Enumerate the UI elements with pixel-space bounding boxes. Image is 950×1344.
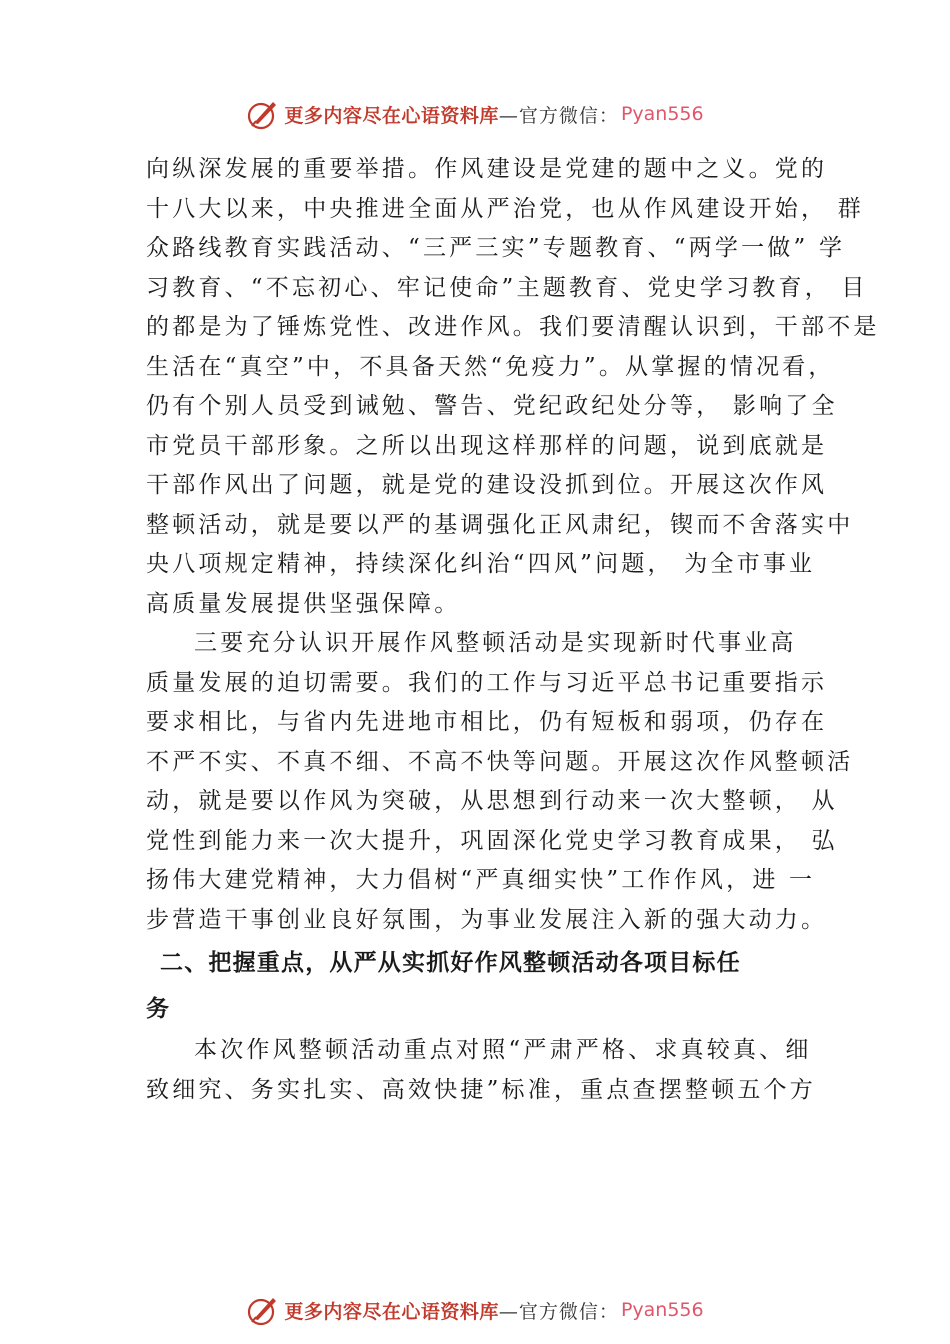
paragraph-2	[146, 624, 854, 940]
text-line: 市党员干部形象。之所以出现这样那样的问题，说到底就是	[146, 432, 828, 459]
text-line: 不严不实、不真不细、不高不快等问题。开展这次作风整顿活	[146, 748, 854, 775]
banner-subtitle: —官方微信：	[498, 1300, 619, 1323]
quill-logo-icon	[246, 97, 280, 131]
text-line: 本次作风整顿活动重点对照“严肃严格、求真较真、细	[194, 1037, 812, 1063]
text-line: 的都是为了锤炼党性、改进作风。我们要清醒认识到，干部不是	[146, 314, 880, 340]
section-heading	[146, 940, 836, 1031]
banner-subtitle: —官方微信：	[498, 104, 619, 127]
text-line: 动，就是要以作风为突破，从思想到行动来一次大整顿， 从	[146, 788, 838, 814]
text-line: 步营造干事创业良好氛围，为事业发展注入新的强大动力。	[146, 906, 828, 933]
text-line: 向纵深发展的重要举措。作风建设是党建的题中之义。党的	[146, 156, 828, 182]
paragraph-3	[146, 1031, 836, 1110]
footer-watermark-banner	[0, 1290, 950, 1330]
text-line: 生活在“真空”中，不具备天然“免疫力”。从掌握的情况看，	[146, 353, 835, 380]
heading-line-1: 二、把握重点，从严从实抓好作风整顿活动各项目标任	[160, 950, 741, 976]
banner-wechat-id: Pyan556	[620, 1299, 704, 1321]
document-body	[146, 150, 880, 1110]
text-line: 党性到能力来一次大提升，巩固深化党史学习教育成果， 弘	[146, 827, 838, 854]
text-line: 扬伟大建党精神，大力倡树“严真细实快”工作作风，进 一	[146, 867, 816, 893]
quill-logo-icon	[246, 1293, 280, 1327]
text-line: 三要充分认识开展作风整顿活动是实现新时代事业高	[194, 630, 797, 656]
paragraph-1	[146, 150, 880, 624]
heading-line-2: 务	[146, 996, 173, 1022]
text-line: 仍有个别人员受到诫勉、警告、党纪政纪处分等， 影响了全	[146, 393, 838, 419]
text-line: 质量发展的迫切需要。我们的工作与习近平总书记重要指示	[146, 669, 828, 696]
text-line: 干部作风出了问题，就是党的建设没抓到位。开展这次作风	[146, 472, 828, 498]
text-line: 央八项规定精神，持续深化纠治“四风”问题， 为全市事业	[146, 551, 816, 577]
text-line: 众路线教育实践活动、“三严三实”专题教育、“两学一做” 学	[146, 235, 846, 261]
text-line: 要求相比，与省内先进地市相比，仍有短板和弱项，仍存在	[146, 709, 828, 735]
text-line: 习教育、“不忘初心、牢记使命”主题教育、党史学习教育， 目	[146, 274, 868, 301]
text-line: 高质量发展提供坚强保障。	[146, 590, 461, 617]
text-line: 十八大以来，中央推进全面从严治党，也从作风建设开始， 群	[146, 195, 864, 222]
banner-title: 更多内容尽在心语资料库	[284, 104, 499, 127]
header-watermark-banner	[0, 94, 950, 134]
text-line: 整顿活动，就是要以严的基调强化正风肃纪，锲而不舍落实中	[146, 511, 854, 538]
banner-title: 更多内容尽在心语资料库	[284, 1300, 499, 1323]
banner-wechat-id: Pyan556	[620, 103, 704, 125]
text-line: 致细究、务实扎实、高效快捷”标准，重点查摆整顿五个方	[146, 1076, 816, 1103]
